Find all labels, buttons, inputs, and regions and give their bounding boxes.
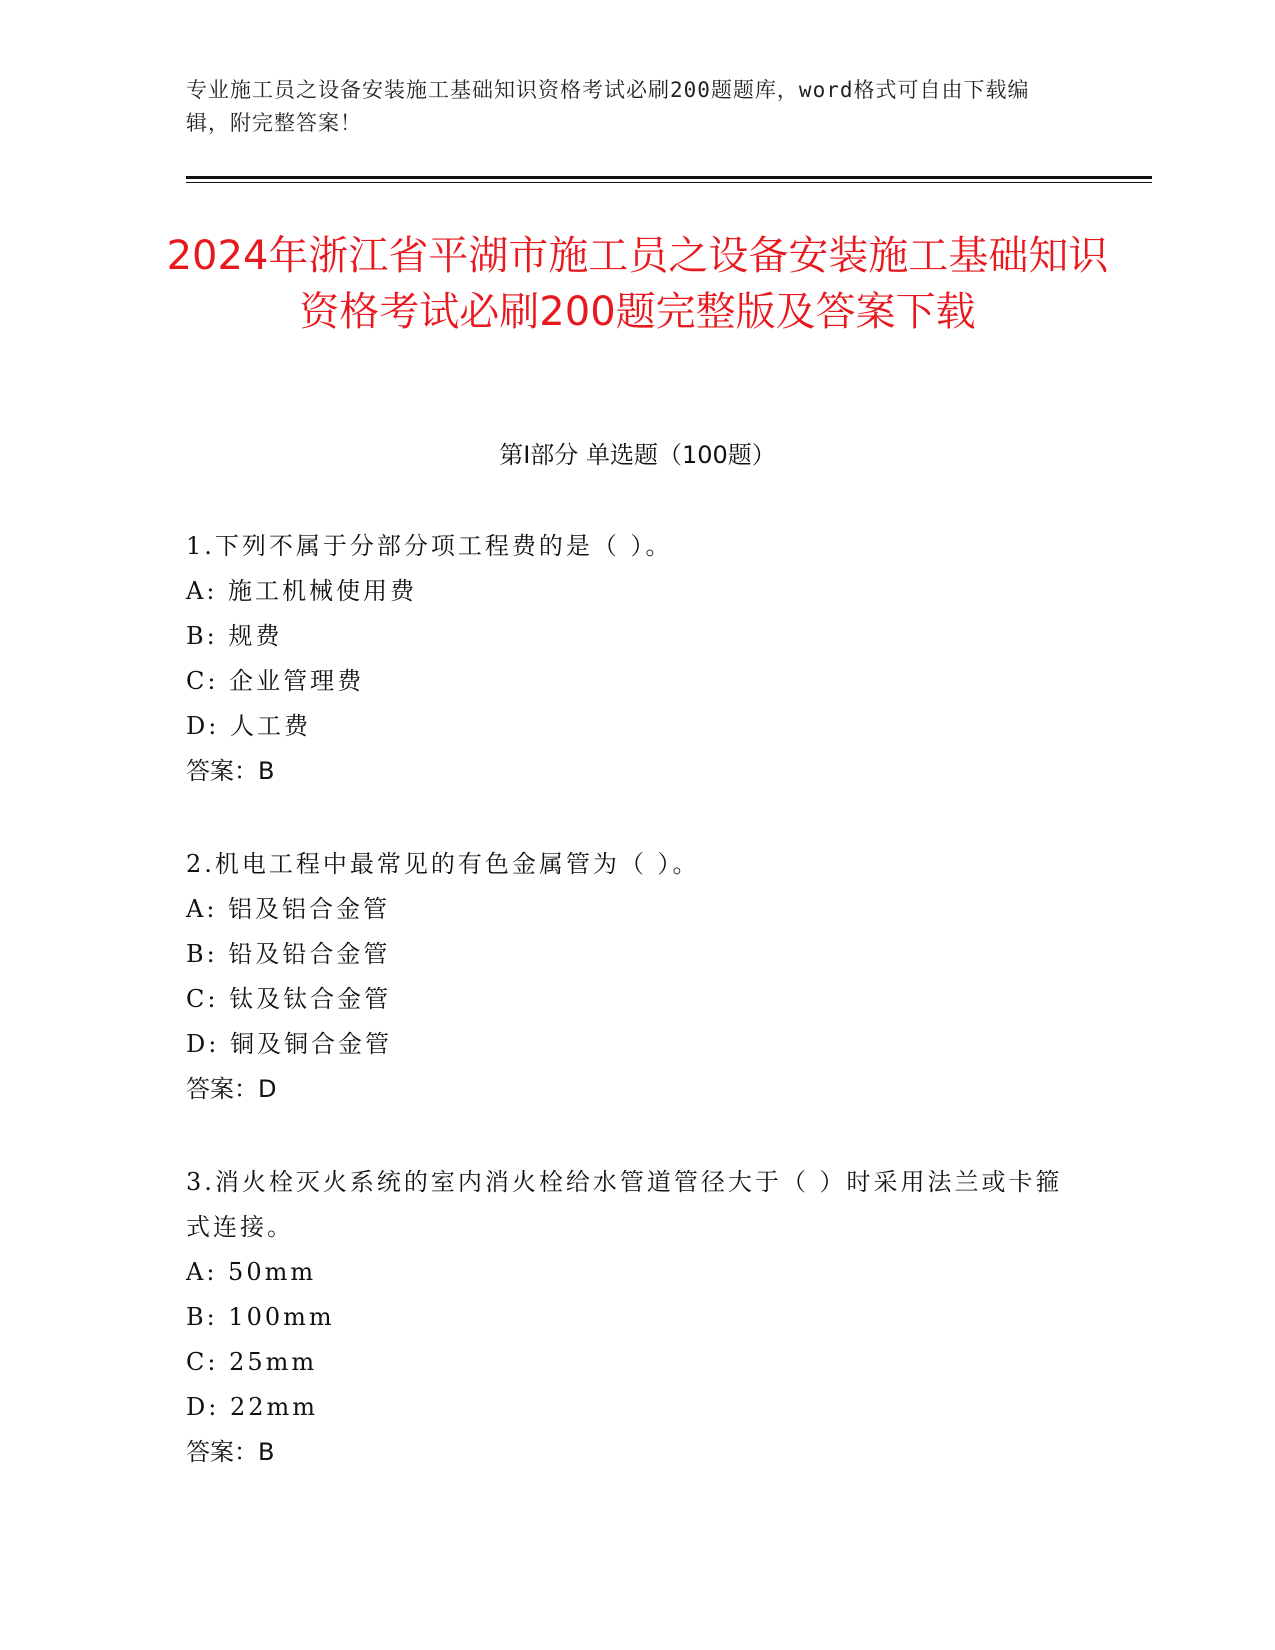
question-stem: 2.机电工程中最常见的有色金属管为（ ）。 xyxy=(186,850,700,878)
option-a: A: 50mm xyxy=(186,1258,317,1286)
option-c: C: 25mm xyxy=(186,1348,318,1376)
header-note: 专业施工员之设备安装施工基础知识资格考试必刷200题题库，word格式可自由下载编辑，附完整答案！ xyxy=(186,78,1030,135)
option-a: A: 施工机械使用费 xyxy=(186,577,418,605)
answer-line: 答案：D xyxy=(186,1075,277,1103)
option-c: C: 企业管理费 xyxy=(186,667,365,695)
answer-line: 答案：B xyxy=(186,1438,275,1466)
header-divider-thick xyxy=(186,176,1152,179)
question-stem: 1.下列不属于分部分项工程费的是（ ）。 xyxy=(186,532,673,560)
section-heading: 第I部分 单选题（100题） xyxy=(499,441,776,469)
question-3 xyxy=(186,1160,1086,1475)
option-a: A: 铝及铝合金管 xyxy=(186,895,391,923)
option-b: B: 铅及铅合金管 xyxy=(186,940,391,968)
option-d: D: 铜及铜合金管 xyxy=(186,1030,392,1058)
answer-line: 答案：B xyxy=(186,757,275,785)
option-b: B: 规费 xyxy=(186,622,283,650)
question-stem: 3.消火栓灭火系统的室内消火栓给水管道管径大于（ ）时采用法兰或卡箍式连接。 xyxy=(186,1168,1063,1241)
option-b: B: 100mm xyxy=(186,1303,335,1331)
option-d: D: 22mm xyxy=(186,1393,319,1421)
document-title: 2024年浙江省平湖市施工员之设备安装施工基础知识资格考试必刷200题完整版及答案下载 xyxy=(166,233,1109,335)
question-1 xyxy=(186,524,1086,794)
header-divider-thin xyxy=(186,182,1152,183)
option-c: C: 钛及钛合金管 xyxy=(186,985,392,1013)
question-2 xyxy=(186,842,1086,1112)
option-d: D: 人工费 xyxy=(186,712,311,740)
